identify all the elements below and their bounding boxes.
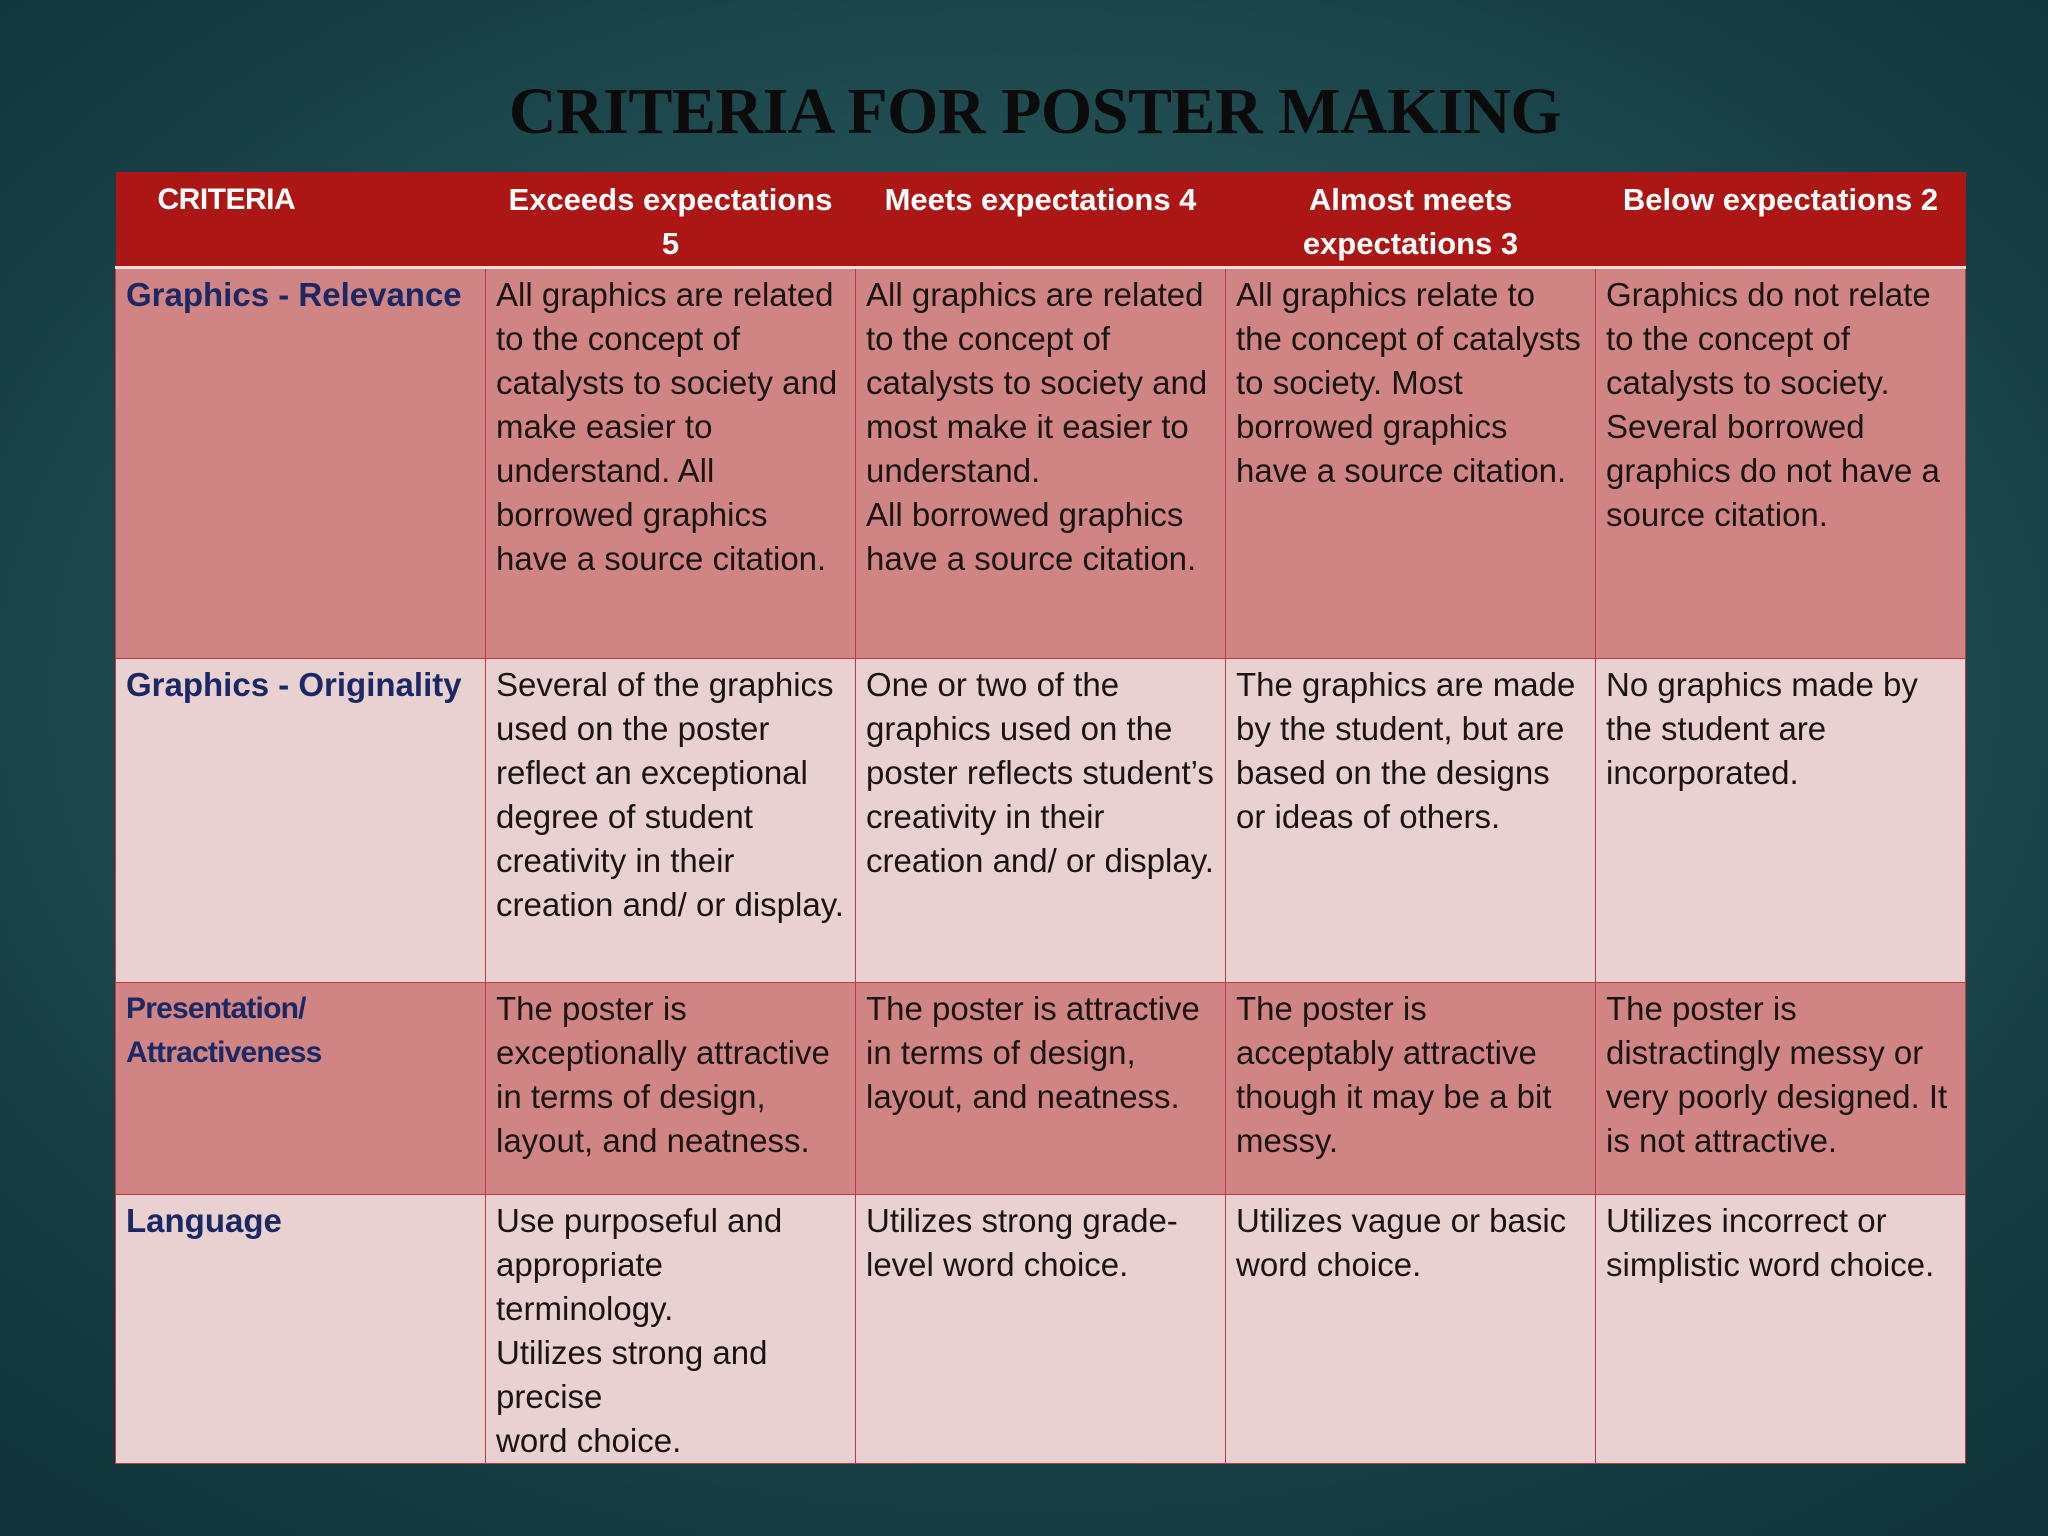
table-cell: The poster is acceptably attractive though it may be a bit messy. xyxy=(1226,983,1596,1195)
header-almost-meets-expectations: Almost meets expectations 3 xyxy=(1226,172,1596,268)
table-cell: Utilizes strong grade-level word choice. xyxy=(856,1195,1226,1464)
table-cell: No graphics made by the student are incorporated. xyxy=(1596,659,1966,983)
header-meets-expectations: Meets expectations 4 xyxy=(856,172,1226,268)
criteria-cell-graphics-relevance: Graphics - Relevance xyxy=(116,268,486,659)
table-header xyxy=(116,172,1966,268)
header-below-expectations: Below expectations 2 xyxy=(1596,172,1966,268)
criteria-cell-language: Language xyxy=(116,1195,486,1464)
header-criteria: CRITERIA xyxy=(116,172,486,268)
table-cell: Utilizes vague or basic word choice. xyxy=(1226,1195,1596,1464)
table-row xyxy=(116,983,1966,1195)
table-cell: All graphics are related to the concept of catalysts to society and make easier to understand. All borrowed graphics have a source citation. xyxy=(486,268,856,659)
table-cell: The graphics are made by the student, but are based on the designs or ideas of others. xyxy=(1226,659,1596,983)
header-exceeds-expectations: Exceeds expectations 5 xyxy=(486,172,856,268)
table-cell: All graphics are related to the concept of catalysts to society and most make it easier to understand. All borrowed graphics have a source citation. xyxy=(856,268,1226,659)
slide-title: CRITERIA FOR POSTER MAKING xyxy=(508,75,1562,148)
table-cell: Graphics do not relate to the concept of catalysts to society. Several borrowed graphics do not have a source citation. xyxy=(1596,268,1966,659)
table-row xyxy=(116,1195,1966,1464)
table-cell: One or two of the graphics used on the poster reflects student’s creativity in their creation and/ or display. xyxy=(856,659,1226,983)
table-row xyxy=(116,659,1966,983)
table-row xyxy=(116,268,1966,659)
header-row xyxy=(116,172,1966,268)
criteria-cell-graphics-originality: Graphics - Originality xyxy=(116,659,486,983)
table-cell: Use purposeful and appropriate terminology. Utilizes strong and precise word choice. xyxy=(486,1195,856,1464)
table-cell: The poster is exceptionally attractive in terms of design, layout, and neatness. xyxy=(486,983,856,1195)
criteria-cell-presentation-attractiveness: Presentation/ Attractiveness xyxy=(116,983,486,1195)
table-cell: The poster is distractingly messy or very poorly designed. It is not attractive. xyxy=(1596,983,1966,1195)
table-cell: The poster is attractive in terms of design, layout, and neatness. xyxy=(856,983,1226,1195)
criteria-table xyxy=(115,172,1966,1464)
table-cell: Several of the graphics used on the poster reflect an exceptional degree of student creativity in their creation and/ or display. xyxy=(486,659,856,983)
table-cell: Utilizes incorrect or simplistic word choice. xyxy=(1596,1195,1966,1464)
table-cell: All graphics relate to the concept of catalysts to society. Most borrowed graphics have a source citation. xyxy=(1226,268,1596,659)
